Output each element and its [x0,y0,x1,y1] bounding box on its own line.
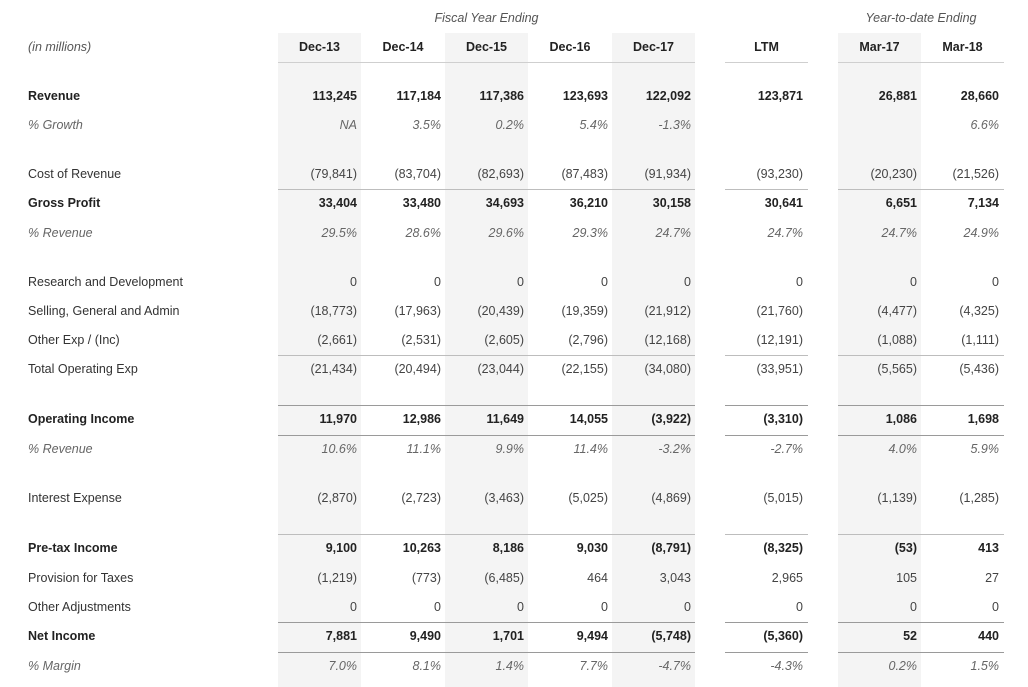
table-cell: 113,245 [312,89,357,103]
table-cell: 11.1% [406,442,441,456]
table-cell: 11,970 [319,412,357,426]
table-cell: 26,881 [878,89,917,103]
table-cell: 30,158 [652,196,691,210]
fiscal-year-group-title: Fiscal Year Ending [434,11,539,25]
table-cell: (21,526) [952,167,999,181]
table-cell: 0 [517,275,524,289]
row-divider [725,652,808,653]
table-cell: (1,139) [877,491,917,505]
column-header: Mar-18 [942,40,983,54]
row-divider [838,534,1004,535]
table-cell: (1,219) [317,571,357,585]
table-cell: (19,359) [561,304,608,318]
table-cell: (12,191) [756,333,803,347]
table-cell: (4,477) [877,304,917,318]
table-cell: 0.2% [888,659,917,673]
row-divider [278,405,695,406]
row-divider [725,189,808,190]
row-divider [278,534,695,535]
row-label: Interest Expense [28,491,122,505]
table-cell: (2,723) [401,491,441,505]
table-cell: 0 [601,275,608,289]
row-label: % Margin [28,659,81,673]
table-cell: (2,870) [317,491,357,505]
table-cell: -3.2% [658,442,691,456]
table-cell: 0 [434,275,441,289]
table-cell: 1,701 [492,629,524,643]
table-cell: 123,871 [757,89,803,103]
table-cell: 7.0% [328,659,357,673]
table-cell: 28,660 [960,89,999,103]
table-cell: (5,748) [651,629,691,643]
table-cell: (18,773) [310,304,357,318]
table-cell: (8,791) [651,541,691,555]
table-cell: (79,841) [310,167,357,181]
table-cell: (8,325) [763,541,803,555]
table-cell: (3,310) [763,412,803,426]
row-label: Gross Profit [28,196,101,210]
table-cell: 0 [910,600,917,614]
header-divider [725,62,808,63]
row-label: Provision for Taxes [28,571,134,585]
table-cell: 12,986 [402,412,441,426]
row-divider [838,435,1004,436]
table-cell: 1,698 [967,412,999,426]
table-cell: 29.6% [488,226,524,240]
row-label: Net Income [28,629,96,643]
row-label: % Growth [28,118,83,132]
table-cell: 24.9% [963,226,999,240]
row-label: Selling, General and Admin [28,304,180,318]
column-header: Dec-15 [466,40,507,54]
table-cell: 123,693 [562,89,608,103]
table-cell: (1,111) [961,333,999,347]
table-cell: (83,704) [394,167,441,181]
table-cell: (91,934) [644,167,691,181]
table-cell: 29.3% [572,226,608,240]
table-cell: NA [339,118,357,132]
table-cell: (2,661) [317,333,357,347]
row-label: Total Operating Exp [28,362,138,376]
table-cell: 30,641 [764,196,803,210]
table-cell: (4,325) [959,304,999,318]
table-cell: 52 [903,629,917,643]
table-cell: 0 [684,600,691,614]
table-cell: 117,184 [396,89,441,103]
column-header: Mar-17 [859,40,900,54]
header-divider [838,62,1004,63]
table-cell: 28.6% [405,226,441,240]
table-cell: -4.7% [658,659,691,673]
row-label: Revenue [28,89,81,103]
row-divider [838,652,1004,653]
row-label: Pre-tax Income [28,541,118,555]
table-cell: 4.0% [888,442,917,456]
table-cell: 0 [434,600,441,614]
table-cell: 1,086 [885,412,917,426]
table-cell: (2,796) [568,333,608,347]
row-label: Other Adjustments [28,600,131,614]
table-cell: (2,531) [401,333,441,347]
table-cell: 0 [992,600,999,614]
row-label: % Revenue [28,226,93,240]
table-cell: (5,025) [568,491,608,505]
units-label: (in millions) [28,40,92,54]
table-cell: (87,483) [561,167,608,181]
row-divider [725,435,808,436]
table-cell: (5,436) [959,362,999,376]
table-cell: 24.7% [655,226,691,240]
table-cell: 24.7% [767,226,803,240]
row-divider [278,652,695,653]
table-cell: 6.6% [970,118,999,132]
table-cell: 0.2% [495,118,524,132]
table-cell: 27 [985,571,999,585]
row-divider [838,622,1004,623]
row-divider [725,405,808,406]
table-cell: 0 [350,600,357,614]
table-cell: 0 [684,275,691,289]
table-cell: 1.4% [495,659,524,673]
table-cell: (21,434) [310,362,357,376]
table-cell: (34,080) [644,362,691,376]
table-cell: (20,439) [477,304,524,318]
table-cell: (1,088) [877,333,917,347]
column-header: LTM [754,40,779,54]
table-cell: (2,605) [484,333,524,347]
table-cell: (82,693) [477,167,524,181]
row-label: Cost of Revenue [28,167,122,181]
table-cell: 7.7% [579,659,608,673]
table-cell: 7,881 [325,629,357,643]
table-cell: (5,565) [877,362,917,376]
column-header: Dec-17 [633,40,674,54]
row-divider [278,622,695,623]
table-cell: 0 [517,600,524,614]
table-cell: 117,386 [479,89,524,103]
table-cell: (21,760) [756,304,803,318]
table-cell: 34,693 [485,196,524,210]
column-stripe [838,33,921,687]
table-cell: 3.5% [412,118,441,132]
table-cell: 105 [896,571,917,585]
table-cell: (5,360) [763,629,803,643]
table-cell: 33,480 [402,196,441,210]
row-divider [838,355,1004,356]
table-cell: 14,055 [569,412,608,426]
table-cell: (93,230) [756,167,803,181]
table-cell: -2.7% [770,442,803,456]
table-cell: (53) [894,541,917,555]
table-cell: 413 [978,541,999,555]
table-cell: 5.9% [970,442,999,456]
table-cell: 440 [978,629,999,643]
table-cell: 0 [796,600,803,614]
table-cell: (3,463) [484,491,524,505]
table-cell: (12,168) [644,333,691,347]
table-cell: 2,965 [771,571,803,585]
column-header: Dec-13 [299,40,340,54]
header-divider [278,62,695,63]
table-cell: 9.9% [495,442,524,456]
table-cell: (4,869) [651,491,691,505]
row-label: Operating Income [28,412,135,426]
table-cell: 5.4% [579,118,608,132]
row-label: Research and Development [28,275,183,289]
table-cell: 7,134 [967,196,999,210]
row-divider [278,355,695,356]
table-cell: (3,922) [651,412,691,426]
table-cell: 0 [350,275,357,289]
table-cell: (1,285) [959,491,999,505]
table-cell: 0 [910,275,917,289]
table-cell: (773) [411,571,441,585]
column-header: Dec-16 [549,40,591,54]
table-cell: 11.4% [573,442,608,456]
table-cell: 9,100 [325,541,357,555]
table-cell: (17,963) [394,304,441,318]
row-divider [838,405,1004,406]
table-cell: (20,494) [394,362,441,376]
table-cell: -1.3% [658,118,691,132]
row-divider [725,534,808,535]
table-cell: 0 [796,275,803,289]
table-cell: 8,186 [492,541,524,555]
row-divider [725,622,808,623]
table-cell: 1.5% [970,659,999,673]
column-header: Dec-14 [382,40,424,54]
table-cell: (6,485) [484,571,524,585]
table-cell: (5,015) [763,491,803,505]
table-cell: (21,912) [644,304,691,318]
table-cell: 122,092 [645,89,691,103]
table-cell: (23,044) [477,362,524,376]
table-cell: (20,230) [870,167,917,181]
row-label: % Revenue [28,442,93,456]
table-cell: 464 [587,571,608,585]
table-cell: (22,155) [561,362,608,376]
table-cell: 0 [992,275,999,289]
table-cell: 33,404 [318,196,357,210]
table-cell: 10,263 [402,541,441,555]
table-cell: (33,951) [756,362,803,376]
row-divider [725,355,808,356]
row-label: Other Exp / (Inc) [28,333,120,347]
row-divider [838,189,1004,190]
table-cell: 9,030 [576,541,608,555]
table-cell: 11,649 [486,412,524,426]
row-divider [278,189,695,190]
table-cell: 8.1% [412,659,441,673]
table-cell: 3,043 [659,571,691,585]
ytd-group-title: Year-to-date Ending [865,11,977,25]
table-cell: 29.5% [321,226,357,240]
table-cell: 9,494 [576,629,608,643]
table-cell: 9,490 [409,629,441,643]
table-cell: 0 [601,600,608,614]
table-cell: 6,651 [885,196,917,210]
table-cell: 10.6% [321,442,357,456]
table-cell: 24.7% [881,226,917,240]
table-cell: 36,210 [569,196,608,210]
row-divider [278,435,695,436]
table-cell: -4.3% [770,659,803,673]
